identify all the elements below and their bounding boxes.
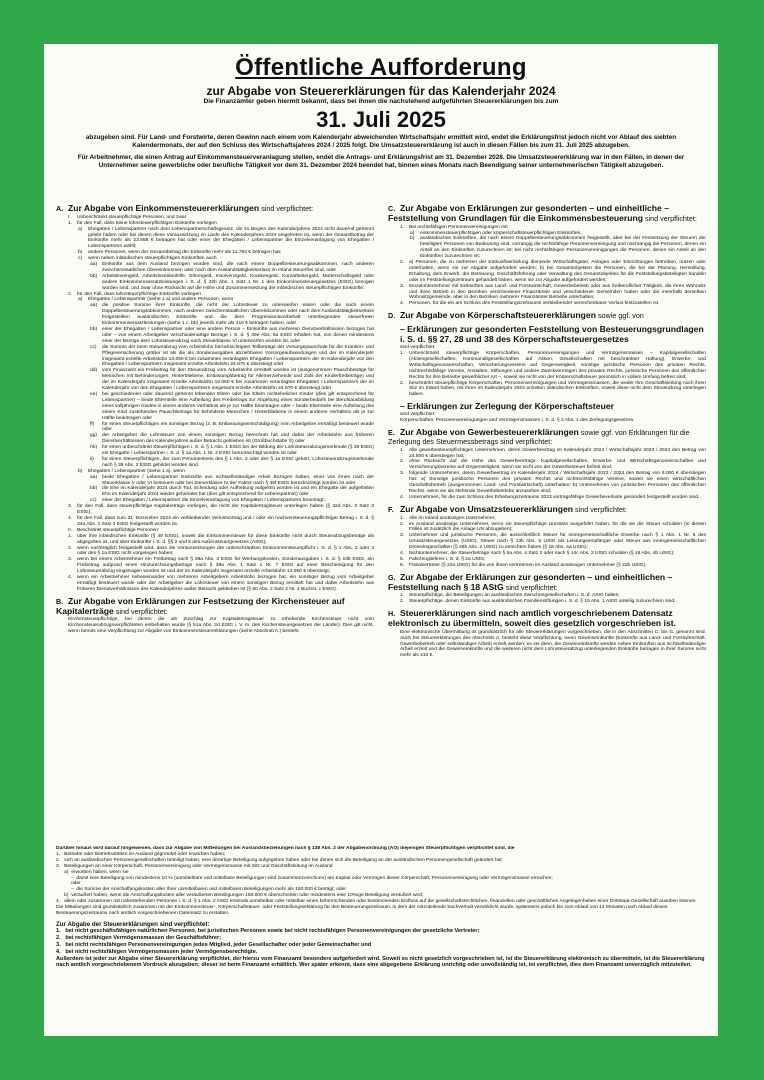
section-title: Zur Abgabe von Erklärungen zur Festsetzung der Kirchensteuer auf Kapitalerträge: [56, 595, 345, 616]
list-item-number: b): [410, 236, 415, 242]
list-item: [90, 457, 374, 469]
section-letter: C.: [388, 204, 396, 213]
list-item: [90, 392, 374, 422]
list-item-text: beide Ehegatten / Lebenspartner Einkünfte aus nichtselbständiger Arbeit bezogen haben, einer von ihnen nach der Steuerklasse V oder VI besteuert oder bei Steuerklasse IV der Faktor nach § 39f EStG berücksichtigt worden ist oder: [102, 474, 374, 486]
bottom-heading: Zur Abgabe der Steuererklärungen sind verpflichtet:: [56, 920, 210, 928]
list-item-number: 4.: [68, 575, 73, 581]
list-item-number: ii): [90, 456, 94, 462]
list-item-text: Fahrzeuglieferer i. S. d. § 2a UStG;: [409, 556, 486, 562]
list-item: [400, 459, 706, 471]
list-item: [68, 534, 374, 546]
bottom-list-item: 2. sich an ausländischen Personengesellschaften beteiligt haben, eine derartige Beteiligung aufgegeben haben oder bei denen sich die Beteiligung an der ausländischen Personengesellschaft geändert hat;: [56, 857, 503, 863]
section-suffix: sind verpflichtet:: [505, 582, 558, 592]
list-item: [68, 557, 374, 575]
section-f-list: [388, 516, 706, 569]
section-c-list: [388, 225, 706, 308]
list-item-number: 3.: [400, 283, 405, 289]
list-item-number: 6.: [400, 562, 405, 568]
right-column: [388, 204, 706, 724]
list-item-number: 1.: [68, 220, 73, 226]
section-d-sub2-text: Körperschaften, Personenvereinigungen und Vermögensmassen i. S. d. § 2 Abs. 1 des Zerlegungsgesetzes.: [400, 418, 635, 424]
bottom-intro: Darüber hinaus wird darauf hingewiesen, dass zur Abgabe von Mitteilungen bei Auslandsbeziehungen nach § 138 Abs. 2 der Abgabenordnung (AO) diejenigen Steuerpflichtigen verpflichtet sind, die: [56, 846, 515, 851]
list-item-text: ausländischen Einkünften, die nach einem Doppelbesteuerungsabkommen freigestellt, aber bei der Festsetzung der Steuern der beteiligten Personen von Bedeutung sind, vorrangig die rechtsfähige Personenvereinigung und nachrangig die Personen, denen ein Anteil an den Einkünften zuzurechnen ist; bei nicht rechtsfähigen Personenvereinigungen die Personen, denen ein Anteil an den Einkünften zuzurechnen ist;: [420, 236, 706, 260]
list-item: [400, 471, 706, 495]
list-item-text: wenn ein Arbeitnehmer nebeneinander von mehreren Arbeitgebern Arbeitslohn bezogen hat, ein sonstiger Bezug vom Arbeitgeber ermäßigt besteuert wurde oder der Arbeitgeber die Lohnsteuer von einem sonstigen Bezug ermittelt hat und dabei Arbeitslohn aus früheren Dienstverhältnissen des Kalenderjahres außer Betracht geblieben ist (§ 50 Abs. 2 Satz 2 Nr. 4 Buchst. c EStG).: [77, 575, 374, 592]
section-h: [388, 609, 706, 659]
section-e: [388, 428, 706, 501]
list-item: [90, 327, 374, 345]
section-title: Zur Abgabe von Einkommensteuererklärungen: [68, 204, 260, 213]
list-item-text: Steuerpflichtige, die Beteiligungen an ausländischen Zwischengesellschaften i. S. d. AStG halten;: [409, 593, 620, 599]
list-item-text: bei geschiedenen oder dauernd getrennt lebenden Eltern oder bei Eltern nichtehelicher Kinder (dies gilt entsprechend für Lebenspartner) – beide Elternteile eine Aufteilung des Freibetrags zur Abgeltung eines Sonderbedarfs bei Berufsausbildung eines volljährigen Kindes in einem anderen Verhältnis als je zur Hälfte beantragen oder – beide Elternteile eine Aufteilung des einem Kind zustehenden Pauschbetrags für behinderte Menschen / Hinterbliebene in einem anderen Verhältnis als je zur Hälfte beantragen oder: [102, 391, 374, 421]
section-d-subheading-2: – Erklärungen zur Zerlegung der Körperschaftsteuer: [400, 401, 614, 412]
list-item: [90, 445, 374, 457]
list-item: [68, 546, 374, 558]
list-item-text: Nichtunternehmer, die Steuerbeträge nach § 6a Abs. 4 Satz 2 oder nach § 14c Abs. 2 UStG schulden (§ 18 Abs. 4b UStG);: [409, 551, 675, 557]
list-item-text: über ihre inländischen Einkünfte (§ 49 EStG), soweit die Einkommensteuer für diese Einkünfte nicht durch Steuerabzugsbeträge als abgegolten ist, und über Einkünfte i. S. d. §§ 2 und 5 des Außensteuergesetzes (AStG);: [77, 533, 374, 545]
list-item-text: der Arbeitgeber die Lohnsteuer von einem sonstigen Bezug berechnet hat und dabei der Arbeitslohn aus früheren Dienstverhältnissen des Kalenderjahres außer Betracht geblieben ist (Großbuchstabe S) oder: [102, 433, 374, 445]
list-item-text: Beschränkt steuerpflichtige Personen:: [77, 527, 160, 533]
list-item-number: 1.: [400, 224, 405, 230]
list-item-number: I.: [68, 214, 71, 220]
list-item-number: 2.: [400, 380, 405, 386]
list-item: [68, 516, 374, 528]
list-item-number: cc): [90, 498, 97, 504]
list-item-number: 2.: [400, 599, 405, 605]
list-item-text: Arbeitslosengeld, Arbeitslosenbeihilfe, Elterngeld, Insolvenzgeld, Krankengeld, Kurzarbeitergeld, Mutterschaftsgeld oder andere Einkommensersatzleistungen i. S. d. § 32b Abs. 1 Satz 1 Nr. 1 des Einkommensteuergesetzes (EStG) bezogen worden sind, und zwar ohne Rücksicht auf die Höhe und Zusammensetzung der inländischen steuerpflichtigen Einkünfte;: [102, 273, 374, 291]
list-item-number: 4.: [400, 301, 405, 307]
list-item-text: Einzelunternehmer mit Einkünften aus Land- und Forstwirtschaft, Gewerbebetrieb oder aus freiberuflicher Tätigkeit, die ihren Wohnsitz und ihren Betrieb in den Bezirken verschiedener Finanzämter und verschiedener Gemeinden haben oder die innerhalb derselben Wohnsitzgemeinde, aber in den Bezirken mehrerer Finanzämter Betriebe unterhalten;: [409, 283, 706, 301]
list-item-number: b): [78, 250, 83, 256]
list-item-number: 1.: [400, 447, 405, 453]
bottom-list: [56, 852, 706, 905]
section-suffix-2: sind verpflichtet:: [500, 436, 553, 446]
section-title: Zur Abgabe von Umsatzsteuererklärungen: [400, 503, 574, 514]
bottom-list-item: 3. bei nicht rechtsfähigen Personenvereinigungen jedes Mitglied, jeder Gesellschafter oder jeder Gemeinschafter und: [56, 942, 372, 949]
list-item-text: für einen unbeschränkt Steuerpflichtigen i. S. d. § 1 Abs. 1 EStG bei der Bildung der Lohnsteuerabzugsmerkmale (§ 39 EStG) ein Ehegatte / Lebenspartner i. S. d. § 1a Abs. 1 Nr. 2 EStG berücksichtigt worden ist oder: [102, 445, 374, 457]
list-item-number: 1.: [68, 533, 73, 539]
list-item: [400, 522, 706, 534]
bottom-list-item: 4. allein oder zusammen mit nahestehenden Personen i. S. d. § 1 Abs. 2 AStG erstmals unmittelbar oder mittelbar einen beherrschenden oder bestimmenden Einfluss auf die gesellschaftsrechtlichen, finanziellen oder geschäftlichen Angelegenheiten einer Drittstaat-Gesellschaft ausüben können.: [56, 899, 697, 905]
section-suffix: sind verpflichtet:: [261, 204, 314, 213]
list-item: [400, 563, 706, 569]
section-d-sub2-suffix: sind verpflichtet:: [400, 412, 436, 418]
list-item-text: ohne Rücksicht auf die Höhe des Gewerbeertrags: Kapitalgesellschaften, Erwerbs- und Wirtschaftsgenossenschaften und Versicherungsvereine auf Gegenseitigkeit, wenn sie nicht von der Gewerbesteuer befreit sind;: [409, 459, 706, 471]
list-item-number: aa): [90, 303, 98, 309]
list-item-text: für den Fall, dass zum 31. Dezember 2023 ein verbleibender Verlustvortrag und / oder ein nachversteuerungspflichtiger Betrag i. S. d. § 34a Abs. 3 Satz 3 EStG festgestellt worden ist.: [77, 516, 374, 527]
list-item-text: für einen Steuerpflichtigen, der zum Personenkreis des § 1 Abs. 3 oder des § 1a EStG gehört, Lohnsteuerabzugsmerkmale nach § 39 Abs. 2 EStG gebildet worden sind.: [102, 456, 374, 468]
list-item-number: 2.: [400, 521, 405, 527]
list-item-number: 3.: [68, 557, 73, 563]
list-item-text: für einen Steuerpflichtigen ein sonstiger Bezug (z. B. Entlassungsentschädigung) vom Arbeitgeber ermäßigt besteuert wurde oder: [102, 421, 374, 433]
list-item-number: 1.: [400, 593, 405, 599]
list-item: [400, 351, 706, 381]
list-item: [400, 533, 706, 551]
list-item-number: bb): [90, 273, 98, 279]
section-d-subheading: – Erklärungen zur gesonderten Feststellung von Besteuerungsgrundlagen i. S. d. §§ 27, 28 und 38 des Körperschaftsteuergesetzes: [400, 324, 704, 345]
list-item-text: die Ehe im Kalenderjahr 2024 durch Tod, Scheidung oder Aufhebung aufgelöst worden ist und ein Ehegatte der aufgelösten Ehe im Kalenderjahr 2024 wieder geheiratet hat (dies gilt entsprechend für Lebenspartner) oder: [102, 486, 374, 498]
section-e-list: [388, 448, 706, 501]
list-item-text: die positive Summe ihrer Einkünfte, die nicht der Lohnsteuer zu unterwerfen waren oder die nach einem Doppelbesteuerungsabkommen, nach anderen zwischenstaatlichen Übereinkommen oder nach dem Auslandstätigkeitserlass freigestellten ausländischen Einkünfte und die dem Progressionsvorbehalt unterliegenden steuerfreien Einkommensersatzleistungen (siehe 1 c, bb) jeweils mehr als 410 € betragen haben, oder: [102, 303, 374, 327]
header: [44, 44, 718, 169]
section-f: [388, 505, 706, 569]
list-item-text: Unbeschränkt steuerpflichtige Körperschaften, Personenvereinigungen und Vermögensmassen – Kapitalgesellschaften (Aktiengesellschaften, Kommanditgesellschaften auf Aktien, Gesellschaften mit beschränkter Haftung), Erwerbs- und Wirtschaftsgenossenschaften, Versicherungsvereine auf Gegenseitigkeit, sonstige juristische Personen des privaten Rechts, nichtrechtsfähige Vereine, Anstalten, Stiftungen und andere Zweckvermögen des privaten Rechts, juristische Personen des öffentlichen Rechts für ihre Betriebe gewerblicher Art –, soweit sie nicht von der Körperschaftsteuer persönlich in vollem Umfang befreit sind;: [409, 350, 706, 380]
section-letter: G.: [388, 572, 396, 582]
list-item-text: Einkünfte aus dem Ausland bezogen worden sind, die nach einem Doppelbesteuerungsabkommen, nach anderen zwischenstaatlichen Übereinkommen oder nach dem Auslandstätigkeitserlass im Inland steuerfrei sind, oder: [102, 262, 374, 273]
section-suffix: sowie ggf. von: [597, 311, 644, 321]
list-item-number: a): [410, 230, 415, 236]
list-item-number: II.: [68, 527, 73, 533]
section-letter: A.: [56, 204, 64, 213]
list-item-text: Unbeschränkt steuerpflichtige Personen, und zwar: [77, 214, 187, 220]
section-suffix: sind verpflichtet:: [575, 504, 627, 514]
list-item-number: ee): [90, 391, 98, 397]
list-item-text: für den Fall, dass keine lohnsteuerpflichtigen Einkünfte vorliegen: [77, 220, 217, 226]
list-item-number: aa): [90, 262, 98, 268]
list-item-text: einkommensteuerpflichtigen oder körperschaftsteuerpflichtigen Einkünften,: [420, 230, 582, 236]
list-item-text: einer der Ehegatten / Lebenspartner die Einzelveranlagung von Ehegatten / Lebenspartnern beantragt;: [102, 498, 325, 504]
list-item-number: 1.: [400, 515, 405, 521]
list-item-number: cc): [90, 344, 97, 350]
list-item-number: 4.: [68, 516, 73, 522]
section-suffix: sowie ggf. von Erklärungen für die Zerlegung des Steuermessbetrags: [388, 428, 690, 446]
list-item: [90, 433, 374, 445]
list-item-number: 3.: [400, 471, 405, 477]
section-letter: F.: [388, 504, 394, 514]
list-item-text: Personen, für die ein am Schluss des Feststellungszeitraums verbleibender verrechenbarer Verlust festzustellen ist.: [409, 301, 660, 307]
list-item: [68, 504, 374, 516]
notice-intro: Die Finanzämter geben hiermit bekannt, dass bei ihnen die nachstehend aufgeführten Steuererklärungen bis zum: [203, 98, 559, 105]
section-title: Zur Abgabe von Erklärungen zur gesonderten – und einheitliche – Feststellung von Grundlagen für die Einkommensbesteuerung: [388, 204, 669, 223]
list-item-number: hh): [90, 445, 98, 451]
section-title: Zur Abgabe von Körperschaftsteuererklärungen: [400, 310, 596, 321]
list-item-text: Unternehmen, für die zum Schluss des Erhebungszeitraums 2023 vortragsfähige Gewerbeverluste gesondert festgestellt worden sind.: [409, 494, 700, 500]
list-item-text: für den Fall, dass lohnsteuerpflichtige Einkünfte vorliegen: [77, 291, 201, 297]
list-item-text: wenn nachträglich festgestellt wird, dass die Voraussetzungen der unbeschränkten Einkommensteuerpflicht i. S. d. § 1 Abs. 2 oder 3 oder des § 1a EStG nicht vorgelegen haben;: [77, 545, 374, 557]
list-item: [90, 368, 374, 392]
list-item: [410, 236, 706, 260]
deadline-paragraph: abzugeben sind. Für Land- und Forstwirte, deren Gewinn nach einem vom Kalenderjahr abweichenden Wirtschaftsjahr ermittelt wird, endet die Erklärungsfrist jedoch nicht vor Ablauf des siebten Kalendermonats, der auf den Schluss des Wirtschaftsjahres 2024 / 2025 folgt. Die Umsatzsteuererklärung ist auch in diesen Fällen bis zum 31. Juli 2025 abzugeben.: [85, 134, 677, 149]
section-d-sub-suffix: sind verpflichtet:: [400, 345, 436, 351]
bottom-list-item: 1. Betriebe oder Betriebsstätten im Ausland gegründet oder erworben haben;: [56, 851, 226, 857]
section-letter: H.: [388, 609, 396, 619]
list-item: [78, 227, 374, 251]
list-item-text: wenn neben inländischen steuerpflichtigen Einkünften auch: [88, 256, 217, 262]
list-item-number: c): [78, 256, 83, 262]
section-letter: E.: [388, 428, 395, 438]
list-item-number: gg): [90, 433, 98, 439]
list-item-number: 3.: [68, 504, 73, 510]
list-item-text: Ehegatten / Lebenspartner nach dem Lebenspartnerschaftsgesetz, die zu Beginn des Kalenderjahres 2024 nicht dauernd getrennt gelebt haben oder bei denen diese Voraussetzung im Laufe des Kalenderjahres 2024 eingetreten ist, wenn der Gesamtbetrag der Einkünfte mehr als 23.568 € betragen hat oder einer der Ehegatten / Lebenspartner die Einzelveranlagung von Ehegatten / Lebenspartnern wählt;: [88, 226, 374, 250]
bottom-notes: [56, 846, 706, 1032]
list-item-number: ff): [90, 421, 95, 427]
list-item-text: Ehegatten / Lebenspartner (siehe 1 a), wenn: [88, 468, 185, 474]
section-title: Steuererklärungen sind nach amtlich vorgeschriebenem Datensatz elektronisch zu übermitteln, soweit dies gesetzlich vorgeschrieben ist.: [388, 608, 676, 628]
list-item-number: dd): [90, 368, 98, 374]
list-item: [400, 260, 706, 284]
list-item: [90, 262, 374, 274]
list-item-text: Steuerpflichtige, denen Einkünfte aus ausländischen Familienstiftungen i. S. d. § 15 Abs. 1 AStG anteilig zuzurechnen sind.: [409, 599, 676, 605]
bottom-paragraph-2: Die Mitteilungen sind grundsätzlich zusammen mit der Einkommensteuer-, Körperschaftsteuer- oder Feststellungserklärung für den Besteuerungszeitraum, in dem der mitzuteilende Sachverhalt verwirklicht wurde, spätestens jedoch bis zum Ablauf von 14 Monaten nach Ablauf dieses Besteuerungszeitraums nach amtlich vorgeschriebenem Datensatz zu erstatten.: [56, 905, 668, 916]
list-item-text: Alle im Inland ansässigen Unternehmer;: [409, 515, 496, 521]
list-item: [90, 274, 374, 292]
section-d-list: [388, 351, 706, 398]
section-suffix: sind verpflichtet:: [115, 606, 168, 616]
list-item: [68, 575, 374, 593]
list-item-text: Alle gewerbesteuerpflichtigen Unternehmen, deren Gewerbeertrag im Kalenderjahr 2024 / Wirtschaftsjahr 2023 / 2024 den Betrag von 24.500 € überstiegen hat;: [409, 447, 706, 459]
list-item: [90, 345, 374, 369]
section-g: [388, 573, 706, 605]
list-item: [90, 475, 374, 487]
list-item-number: 3.: [400, 533, 405, 539]
section-suffix: sind verpflichtet:: [644, 213, 697, 223]
list-item-number: 2.: [400, 459, 405, 465]
bottom-list-item: – damit eine Beteiligung von mindestens 10 % (unmittelbare und mittelbare Beteiligungen sind zusammenzurechnen) am Kapital oder Vermögen dieser Körperschaft, Personenvereinigung oder Vermögensmasse erreichen;: [56, 875, 553, 881]
notice-poster: [44, 44, 718, 1036]
list-item-text: die Summe der beim Steuerabzug vom Arbeitslohn berücksichtigten Teilbeträge der Vorsorgepauschale für die Kranken- und Pflegeversicherung größer ist als die als Sonderausgaben abziehbaren Vorsorgeaufwendungen und der im Kalenderjahr insgesamt erzielte Arbeitslohn 13.050 € bei zusammen veranlagten Ehegatten / Lebenspartnern der im Kalenderjahr von den Ehegatten / Lebenspartnern insgesamt erzielte Arbeitslohn 24.870 € übersteigt oder: [102, 344, 374, 368]
list-item: [90, 486, 374, 498]
left-column: [56, 204, 374, 842]
list-item: [400, 381, 706, 399]
employee-paragraph: Für Arbeitnehmer, die einen Antrag auf Einkommensteuerveranlagung stellen, endet die Antrags- und Erklärungsfrist am 31. Dezember 2028. Die Umsatzsteuererklärung war in den Fällen, in denen der Unternehmer seine gewerbliche oder berufliche Tätigkeit vor dem 31. Dezember 2024 beendet hat, binnen eines Monats nach Beendigung seiner unternehmerischen Tätigkeit abzugeben.: [77, 154, 685, 169]
notice-title: Öffentliche Aufforderung: [235, 54, 527, 81]
section-letter: B.: [56, 596, 64, 606]
bottom-list-item: a) erworben haben, wenn sie: [56, 869, 129, 875]
list-item-text: für den Fall, dass steuerpflichtige Kapitalerträge vorliegen, die nicht der Kapitalertragsteuer unterlegen haben (§ 32d Abs. 3 Satz 3 EStG);: [77, 504, 374, 516]
list-item-number: aa): [90, 474, 98, 480]
list-item: [90, 422, 374, 434]
bottom-list-item: b) veräußert haben, wenn die Anschaffungskosten aller veräußerten Beteiligungen 150.000 € überschreiten oder mindestens eine 10%ige Beteiligung veräußert wird;: [56, 893, 424, 899]
list-item-text: Unternehmer und juristische Personen, die ausschließlich Steuer für innergemeinschaftliche Erwerbe nach § 1 Abs. 1 Nr. 5 des Umsatzsteuergesetzes (UStG), Steuer nach § 13b Abs. 5 UStG als Leistungsempfänger oder Steuer aus innergemeinschaftlichen Dreiecksgeschäften (§ 25b Abs. 2 UStG) zu entrichten haben (§ 18 Abs. 4a UStG);: [409, 533, 706, 551]
bottom-list-item: 4. bei nicht rechtsfähigen Vermögensmassen jeder Vermögensberechtigte.: [56, 948, 258, 955]
section-b-text: Kirchensteuerpflichtige, bei denen die als Zuschlag zur Kapitalertragsteuer zu erhebende Kirchensteuer nicht vom Kirchensteuerabzugsverpflichteten einbehalten wurde (§ 51a Abs. 2d EStG i. V. m. den Kirchensteuergesetzen der Länder). Dies gilt nicht, wenn bereits eine Verpflichtung zur Abgabe von Einkommensteuererklärungen (siehe Abschnitt A.) besteht.: [68, 617, 374, 635]
list-item-text: im Ausland ansässige Unternehmer, wenn sie steuerpflichtige Umsätze ausgeführt haben, für die sie die Steuer schulden (in diesen Fällen ist zusätzlich die Anlage UN abzugeben);: [409, 521, 706, 533]
section-title: Zur Abgabe der Erklärungen zur gesonderten – und einheitlichen – Feststellung nach § 18 AStG: [388, 571, 673, 592]
section-title: Zur Abgabe von Gewerbesteuererklärungen: [400, 427, 579, 438]
list-item-text: Bei rechtsfähigen Personenvereinigungen mit: [409, 224, 508, 230]
bottom-list-2: [56, 928, 706, 955]
list-item: [90, 303, 374, 327]
section-a-list: [56, 215, 374, 593]
bottom-list-item: 2. bei rechtsfähigen Vermögensmassen der Geschäftsführer;: [56, 935, 222, 942]
list-item-number: bb): [90, 486, 98, 492]
list-item-text: Fiskalvertreter (§ 22a UStG) für die von ihnen vertretenen im Ausland ansässigen Unternehmer (§ 22b UStG).: [409, 562, 647, 568]
list-item-number: 4.: [400, 494, 405, 500]
bottom-list-item: 3. Beteiligungen an einer Körperschaft, Personenvereinigung oder Vermögensmasse mit Sitz und Geschäftsleitung im Ausland: [56, 863, 333, 869]
section-letter: D.: [388, 311, 396, 321]
section-g-list: [388, 593, 706, 605]
bottom-final: Außerdem ist jeder zur Abgabe einer Steuererklärung verpflichtet, der hierzu vom Finanzamt besonders aufgefordert wird. Soweit es nicht gesetzlich vorgeschrieben ist, ist die Steuererklärung elektronisch zu übermitteln, ist die Steuererklärung nach amtlich vorgeschriebenem Vordruck abzugeben; dieser ist beim Finanzamt erhältlich. Wer später erkennt, dass eine abgegebene Erklärung unrichtig oder unvollständig ist, ist verpflichtet, dies dem Finanzamt unverzüglich mitzuteilen.: [56, 955, 705, 969]
list-item-number: 4.: [400, 551, 405, 557]
bottom-list-item: oder: [56, 881, 81, 887]
list-item-text: Ehegatten / Lebenspartner (siehe 1 a) und andere Personen, wenn: [88, 297, 234, 303]
section-d: [388, 311, 706, 424]
list-item-text: einer der Ehegatten / Lebenspartner oder eine andere Person – Einkünfte aus mehreren Dienstverhältnissen bezogen hat oder – von einem Arbeitgeber verschiedenartige Bezüge i. S. d. § 39e Abs. 5a EStG erhalten hat, von denen mindestens einer der Bezüge dem Lohnsteuerabzug nach Steuerklasse VI unterworfen worden ist, oder: [102, 327, 374, 344]
bottom-list-item: – die Summe der Anschaffungskosten aller Ihrer unmittelbaren und mittelbaren Beteiligungen mehr als 150.000 € beträgt; oder: [56, 887, 346, 893]
list-item-number: a): [78, 297, 83, 303]
section-b: [56, 597, 374, 635]
list-item-number: 5.: [400, 556, 405, 562]
list-item-text: beschränkt steuerpflichtige Körperschaften, Personenvereinigungen und Vermögensmassen, die weder ihre Geschäftsleitung noch ihren Sitz im Inland haben, mit ihren im Kalenderjahr 2024 erzielten inländischen Einkünften, soweit diese nicht dem Steuerabzug unterlegen haben.: [409, 380, 706, 398]
list-item-number: bb): [90, 327, 98, 333]
bottom-list-item: 1. bei nicht geschäftsfähigen natürlichen Personen, bei juristischen Personen sowie bei nicht rechtsfähigen Personenvereinigungen der gesetzliche Vertreter;: [56, 928, 480, 935]
list-item-text: andere Personen, wenn der Gesamtbetrag der Einkünfte mehr als 11.784 € betragen hat;: [88, 250, 282, 256]
section-h-text: Eine elektronische Übermittlung ist grundsätzlich für alle Steuererklärungen vorgeschrieben, die in den Abschnitten C. bis G. genannt sind. Auch bei Steuererklärungen des Abschnitts A. besteht diese Verpflichtung, wenn Gewinneinkünfte (Einkünfte aus Land- und Forstwirtschaft, Gewerbebetrieb oder selbständiger Arbeit) erzielt werden; es sei denn, die Gewinneinkünfte werden neben Einkünften aus nichtselbständiger Arbeit erzielt und die Gewinneinkünfte und die weiteren nicht dem Lohnsteuerabzug unterliegenden Einkünfte betragen in ihrer Summe nicht mehr als 410 €.: [400, 629, 706, 659]
list-item-number: b): [78, 468, 83, 474]
list-item-number: 2.: [68, 291, 73, 297]
two-column-body: [56, 204, 706, 842]
deadline-date: 31. Juli 2025: [316, 107, 446, 132]
list-item: [400, 495, 706, 501]
notice-subtitle: zur Abgabe von Steuererklärungen für das Kalenderjahr 2024: [206, 84, 556, 98]
list-item-text: a) Personen, die zu mehreren der Einkunftserzielung dienende Wirtschaftsgüter, Anlagen oder Einrichtungen betreiben, nutzen oder unterhalten, wenn sie zur Abgabe aufgefordert werden; b) bei Gesamtobjekten die Personen, die bei der Planung, Herstellung, Erhaltung, dem Erwerb, der Betreuung, Geschäftsführung oder Verwaltung des Gesamtobjektes für die Feststellungsbeteiligten handeln oder im Feststellungszeitraum gehandelt haben, wenn sie zur Abgabe aufgefordert werden;: [409, 260, 706, 283]
list-item: [400, 448, 706, 460]
section-c: [388, 204, 706, 307]
list-item-number: a): [78, 226, 83, 232]
section-a: [56, 204, 374, 593]
list-item-number: 2.: [68, 545, 73, 551]
list-item: [400, 599, 706, 605]
list-item: [400, 284, 706, 302]
list-item-number: 2.: [400, 260, 405, 266]
list-item-number: 1.: [400, 350, 405, 356]
list-item-text: folgende Unternehmen, deren Gewerbeertrag im Kalenderjahr 2024 / Wirtschaftsjahr 2023 / 2024 den Betrag von 5.000 € überstiegen hat: a) Sonstige juristische Personen des privaten Rechts und nichtrechtsfähige Vereine, soweit sie einen wirtschaftlichen Geschäftsbetrieb (ausgenommen Land- und Forstwirtschaft) unterhalten; b) Unternehmen von juristischen Personen des öffentlichen Rechts, wenn sie als stehende Gewerbebetriebe anzusehen sind;: [409, 471, 706, 494]
list-item-text: wenn bei einem Arbeitnehmer ein Freibetrag nach § 39a Abs. 4 EStG für Werbungskosten, Sonderausgaben i. S. d. § 10b EStG, ein Freibetrag aufgrund eines Hinzurechnungsbetrags nach § 39a Abs. 1 Satz 1 Nr. 7 EStG auf einer Bescheinigung für den Lohnsteuerabzug eingetragen worden ist und der im Kalenderjahr insgesamt erzielte Arbeitslohn 13.050 € übersteigt;: [77, 557, 374, 575]
list-item-text: vom Finanzamt ein Freibetrag für den Steuerabzug vom Arbeitslohn ermittelt worden ist (ausgenommen Pauschbeträge für Menschen mit Behinderungen, Hinterbliebene, Entlastungsbetrag für Alleinerziehende und Zahl der Kinderfreibeträge) und der im Kalenderjahr insgesamt erzielte Arbeitslohn 13.050 € bei zusammen veranlagten Ehegatten / Lebenspartnern der im Kalenderjahr von den Ehegatten / Lebenspartnern insgesamt erzielte Arbeitslohn 24.870 € übersteigt oder: [102, 368, 374, 392]
list-item: [400, 301, 706, 307]
